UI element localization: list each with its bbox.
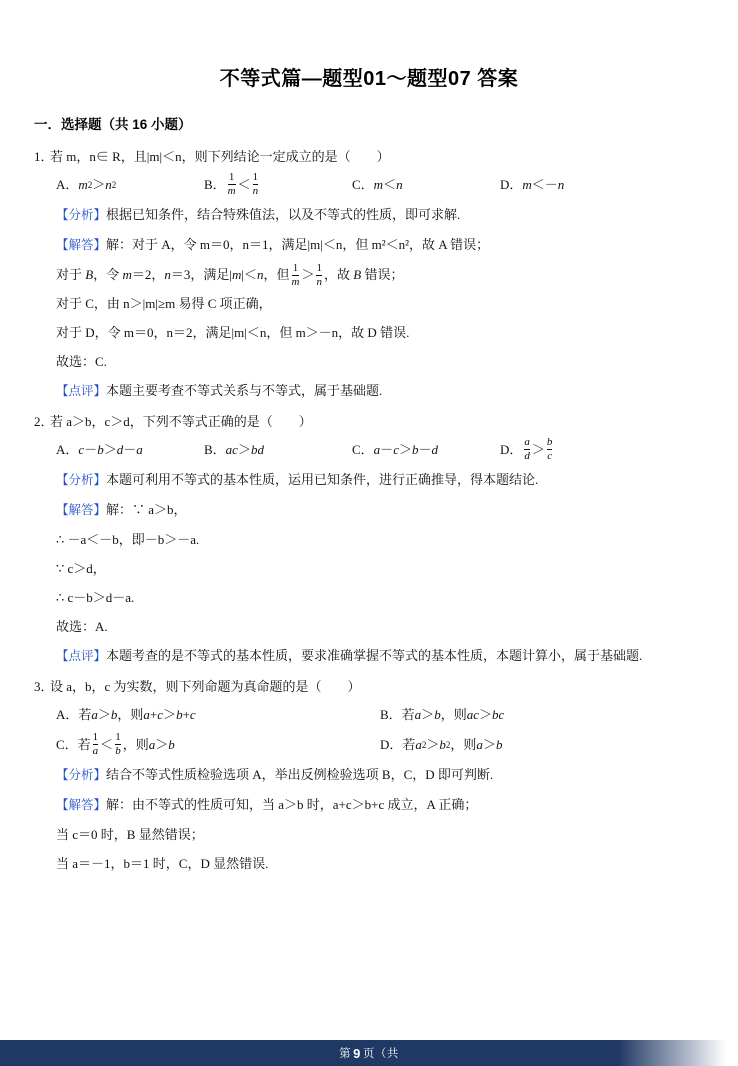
page-title: 不等式篇—题型01～题型07 答案	[219, 68, 519, 90]
question-number: 2．	[34, 414, 54, 429]
footer-prefix: 第	[339, 1048, 352, 1060]
answer-line-4: ∴ c－b＞d－a.	[56, 590, 135, 605]
option-b[interactable]: B．若 a ＞ b ，则 ac ＞ bc	[380, 707, 505, 722]
option-b[interactable]: B． $\frac{1}{m}$ ＜ $\frac{1}{n}$	[204, 170, 259, 197]
answer-line-3: ∵ c＞d，	[56, 561, 106, 576]
option-d[interactable]: D．若 a 2 ＞ b 2 ，则 a ＞ b	[380, 737, 503, 752]
analysis-text: 根据已知条件，结合特殊值法，以及不等式的性质，即可求解.	[106, 207, 461, 222]
answer-line	[56, 495, 704, 525]
question-stem	[34, 408, 704, 435]
option-a[interactable]: A． m 2 ＞ n 2	[56, 177, 117, 192]
document-content	[34, 113, 704, 878]
question-2	[34, 408, 704, 671]
analysis-text: 本题可利用不等式的基本性质，运用已知条件，进行正确推导，得本题结论.	[106, 472, 539, 487]
answer-tag: 【解答】	[56, 238, 107, 252]
answer-tag: 【解答】	[56, 503, 107, 517]
page-footer	[0, 1040, 738, 1066]
comment-line	[56, 376, 704, 406]
analysis-tag: 【分析】	[56, 208, 107, 222]
option-d[interactable]: D． $\frac{a}{d}$ ＞ $\frac{b}{c}$	[500, 435, 553, 462]
question-text: 设 a，b，c 为实数，则下列命题为真命题的是（ ）	[50, 679, 361, 694]
answer-text: 解：∵ a＞b，	[106, 502, 187, 517]
answer-line-2: ∴ －a＜－b，即－b＞－a.	[56, 532, 200, 547]
option-row-2	[56, 730, 704, 760]
comment-tag: 【点评】	[56, 384, 107, 398]
question-number: 3．	[34, 679, 54, 694]
document-page	[0, 62, 738, 1066]
analysis-line	[56, 760, 704, 790]
analysis-line	[56, 465, 704, 495]
option-b[interactable]: B． ac ＞ bd	[204, 442, 264, 457]
option-a[interactable]: A．若 a ＞ b ，则 a + c ＞ b + c	[56, 707, 196, 722]
question-3	[34, 673, 704, 878]
footer-fade	[618, 1040, 738, 1066]
footer-page-number: 9	[353, 1045, 361, 1061]
question-text: 若 m，n∈ R，且|m|＜n，则下列结论一定成立的是（ ）	[50, 149, 390, 164]
option-a[interactable]: A． c － b ＞ d － a	[56, 442, 143, 457]
answer-line-3: 对于 C，由 n＞|m|≥m 易得 C 项正确，	[56, 296, 272, 311]
answer-line	[56, 790, 704, 820]
question-1	[34, 143, 704, 406]
comment-text: 本题主要考查不等式关系与不等式，属于基础题.	[106, 383, 383, 398]
answer-line-2: 对于 B，令 m＝2，n＝3，满足|m|＜n，但 $\frac{1}{m}$ ＞ $\frac{1}{n}$ ，故 B 错误；	[56, 261, 404, 288]
answer-line-2: 当 c＝0 时，B 显然错误；	[56, 827, 204, 842]
option-c[interactable]: C． m ＜ n	[352, 177, 403, 192]
comment-line	[56, 641, 704, 671]
option-row	[56, 435, 704, 465]
question-stem	[34, 143, 704, 170]
comment-tag: 【点评】	[56, 649, 107, 663]
analysis-line	[56, 200, 704, 230]
option-c[interactable]: C． a － c ＞ b － d	[352, 442, 438, 457]
analysis-tag: 【分析】	[56, 768, 107, 782]
analysis-tag: 【分析】	[56, 473, 107, 487]
answer-line-3: 当 a＝－1，b＝1 时，C，D 显然错误.	[56, 856, 269, 871]
option-row-1	[56, 700, 704, 730]
analysis-text: 结合不等式性质检验选项 A，举出反例检验选项 B，C，D 即可判断.	[106, 767, 494, 782]
comment-text: 本题考查的是不等式的基本性质，要求准确掌握不等式的基本性质，本题计算小，属于基础题.	[106, 648, 643, 663]
answer-line-5: 故选：A.	[56, 619, 108, 634]
section-heading: 一．选择题（共 16 小题）	[34, 117, 192, 132]
question-text: 若 a＞b，c＞d，下列不等式正确的是（ ）	[50, 414, 312, 429]
footer-suffix: 页（共	[362, 1048, 399, 1060]
answer-line	[56, 230, 704, 260]
option-d[interactable]: D． m ＜－ n	[500, 177, 565, 192]
answer-text: 解：对于 A，令 m＝0，n＝1，满足|m|＜n，但 m²＜n²，故 A 错误；	[106, 237, 490, 252]
option-c[interactable]: C．若 $\frac{1}{a}$ ＜ $\frac{1}{b}$ ，则 a ＞ b	[56, 730, 175, 757]
answer-tag: 【解答】	[56, 798, 107, 812]
question-stem	[34, 673, 704, 700]
option-row	[56, 170, 704, 200]
answer-line-4: 对于 D，令 m＝0，n＝2，满足|m|＜n，但 m＞－n，故 D 错误.	[56, 325, 410, 340]
question-number: 1．	[34, 149, 54, 164]
answer-line-5: 故选：C.	[56, 354, 107, 369]
answer-text: 解：由不等式的性质可知，当 a＞b 时，a+c＞b+c 成立，A 正确；	[106, 797, 478, 812]
